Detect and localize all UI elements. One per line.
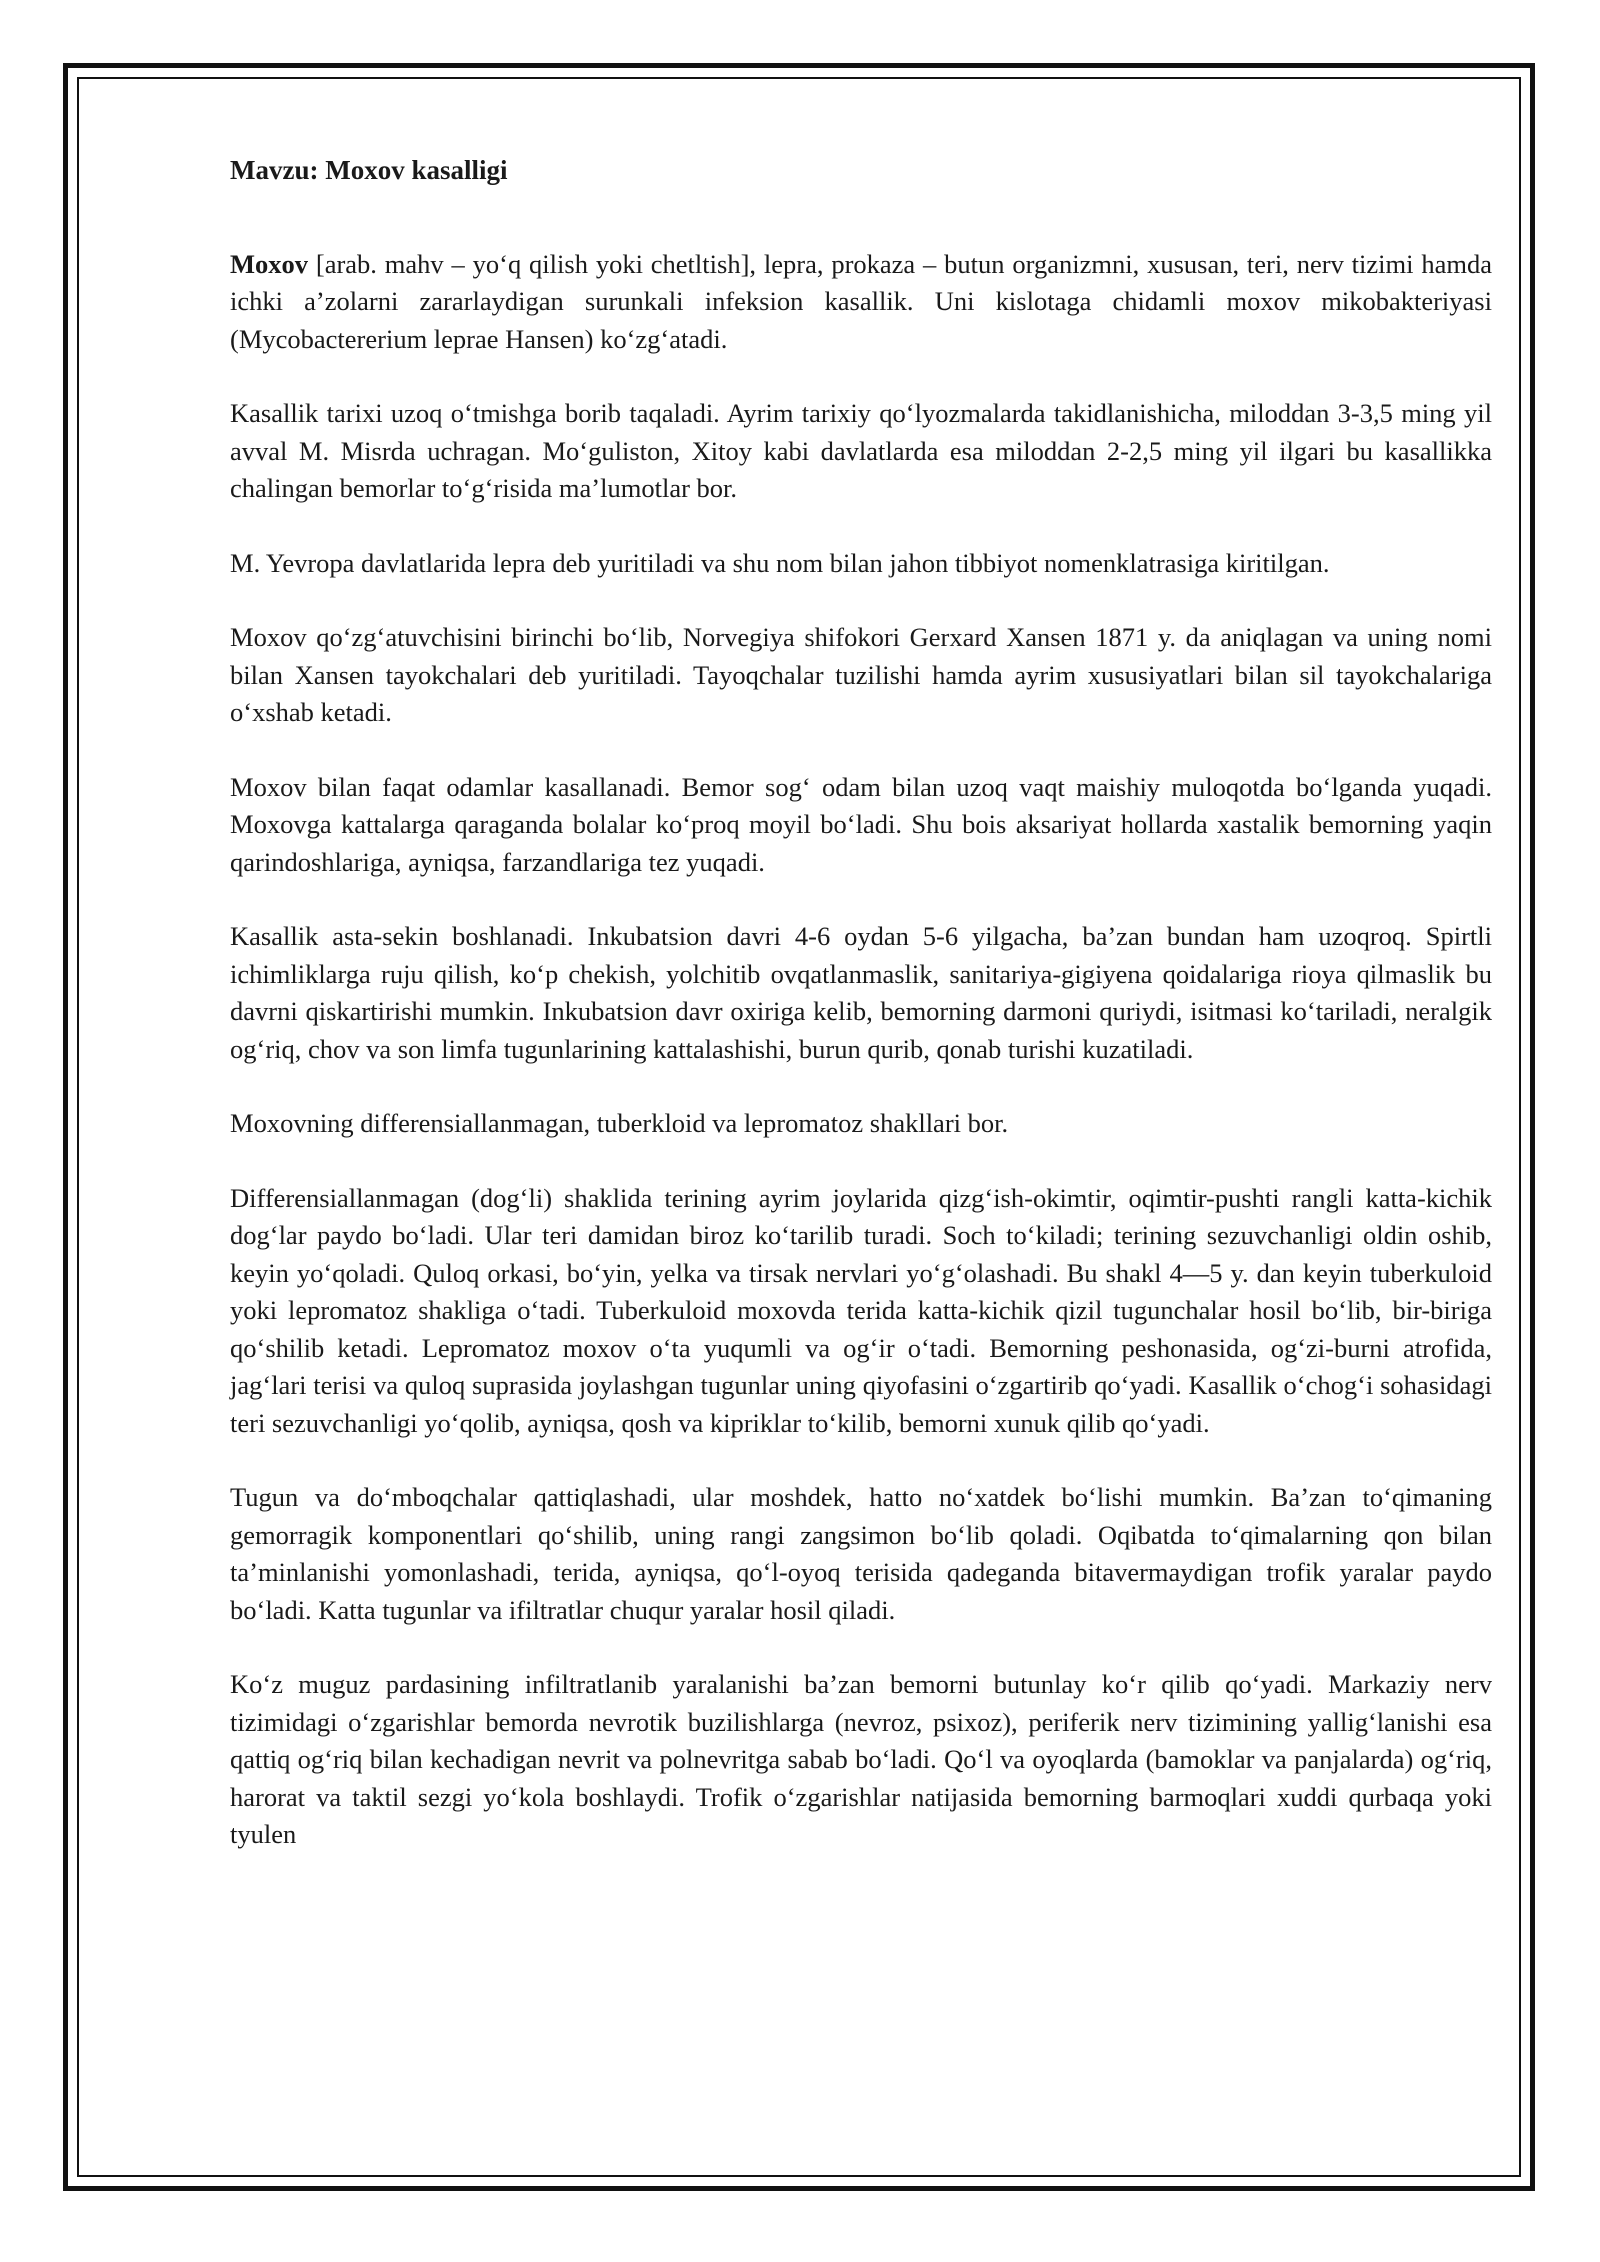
paragraph-nodules: Tugun va do‘mboqchalar qattiqlashadi, ular moshdek, hatto no‘xatdek bo‘lishi mumkin. Ba’zan to‘qimaning gemorragik komponentlari qo‘shilib, uning rangi zangsimon bo‘lib qoladi. Oqibatda to‘qimalarning qon bilan ta’minlanishi yomonlashadi, terida, ayniqsa, qo‘l-oyoq terisida qadeganda bitavermaydigan trofik yaralar paydo bo‘ladi. Katta tugunlar va ifiltratlar chuqur yaralar hosil qiladi. <box>230 1482 1492 1625</box>
intro-text: [arab. mahv – yo‘q qilish yoki chetltish], lepra, prokaza – butun organizmni, xususan, teri, nerv tizimi hamda ichki a’zolarni zararlaydigan surunkali infeksion kasallik. Uni kislotaga chidamli moxov mikobakteriyasi (Mycobactererium leprae Hansen) ko‘zg‘atadi. <box>230 248 1492 354</box>
paragraph-complications: Ko‘z muguz pardasining infiltratlanib yaralanishi ba’zan bemorni butunlay ko‘r qilib qo‘yadi. Markaziy nerv tizimidagi o‘zgarishlar bemorda nevrotik buzilishlarga (nevroz, psixoz), periferik nerv tizimining yallig‘lanishi esa qattiq og‘riq bilan kechadigan nevrit va polnevritga sabab bo‘ladi. Qo‘l va oyoqlarda (bamoklar va panjalarda) og‘riq, harorat va taktil sezgi yo‘kola boshlaydi. Trofik o‘zgarishlar natijasida bemorning barmoqlari xuddi qurbaqa yoki tyulen <box>230 1669 1492 1849</box>
paragraph-forms: Moxovning differensiallanmagan, tuberkloid va lepromatoz shakllari bor. <box>230 1108 1009 1138</box>
paragraph-hansen: Moxov qo‘zg‘atuvchisini birinchi bo‘lib, Norvegiya shifokori Gerxard Xansen 1871 y. da aniqlagan va uning nomi bilan Xansen tayokchalari deb yuritiladi. Tayoqchalar tuzilishi hamda ayrim xususiyatlari bilan sil tayokchalariga o‘xshab ketadi. <box>230 622 1492 727</box>
paragraph-onset: Kasallik asta-sekin boshlanadi. Inkubatsion davri 4-6 oydan 5-6 yilgacha, ba’zan bundan ham uzoqroq. Spirtli ichimliklarga ruju qilish, ko‘p chekish, yolchitib ovqatlanmaslik, sanitariya-gigiyena qoidalariga rioya qilmaslik bu davrni qiskartirishi mumkin. Inkubatsion davr oxiriga kelib, bemorning darmoni quriydi, isitmasi ko‘tariladi, neralgik og‘riq, chov va son limfa tugunlarining kattalashishi, burun qurib, qonab turishi kuzatiladi. <box>230 921 1492 1064</box>
document-body <box>230 152 1492 1854</box>
paragraph-history: Kasallik tarixi uzoq o‘tmishga borib taqaladi. Ayrim tarixiy qo‘lyozmalarda takidlanishicha, miloddan 3-3,5 ming yil avval M. Misrda uchragan. Mo‘guliston, Xitoy kabi davlatlarda esa miloddan 2-2,5 ming yil ilgari bu kasallikka chalingan bemorlar to‘g‘risida ma’lumotlar bor. <box>230 398 1492 503</box>
paragraph-europe: M. Yevropa davlatlarida lepra deb yuritiladi va shu nom bilan jahon tibbiyot nomenklatrasiga kiritilgan. <box>230 547 1330 578</box>
intro-paragraph <box>230 246 1492 359</box>
intro-term: Moxov <box>230 248 309 279</box>
paragraph-transmission: Moxov bilan faqat odamlar kasallanadi. Bemor sog‘ odam bilan uzoq vaqt maishiy muloqotda bo‘lganda yuqadi. Moxovga kattalarga qaraganda bolalar ko‘proq moyil bo‘ladi. Shu bois aksariyat hollarda xastalik bemorning yaqin qarindoshlariga, ayniqsa, farzandlariga tez yuqadi. <box>230 771 1492 877</box>
document-title: Mavzu: Moxov kasalligi <box>230 155 508 185</box>
paragraph-undifferentiated: Differensiallanmagan (dog‘li) shaklida terining ayrim joylarida qizg‘ish-okimtir, oqimtir-pushti rangli katta-kichik dog‘lar paydo bo‘ladi. Ular teri damidan biroz ko‘tarilib turadi. Soch to‘kiladi; terining sezuvchanligi oldin oshib, keyin yo‘qoladi. Quloq orkasi, bo‘yin, yelka va tirsak nervlari yo‘g‘olashadi. Bu shakl 4—5 y. dan keyin tuberkuloid yoki lepromatoz shakliga o‘tadi. Tuberkuloid moxovda terida katta-kichik qizil tugunchalar hosil bo‘lib, bir-biriga qo‘shilib ketadi. Lepromatoz moxov o‘ta yuqumli va og‘ir o‘tadi. Bemorning peshonasida, og‘zi-burni atrofida, jag‘lari terisi va quloq suprasida joylashgan tugunlar uning qiyofasini o‘zgartirib qo‘yadi. Kasallik o‘chog‘i sohasidagi teri sezuvchanligi yo‘qolib, ayniqsa, qosh va kipriklar to‘kilib, bemorni xunuk qilib qo‘yadi. <box>230 1182 1492 1438</box>
